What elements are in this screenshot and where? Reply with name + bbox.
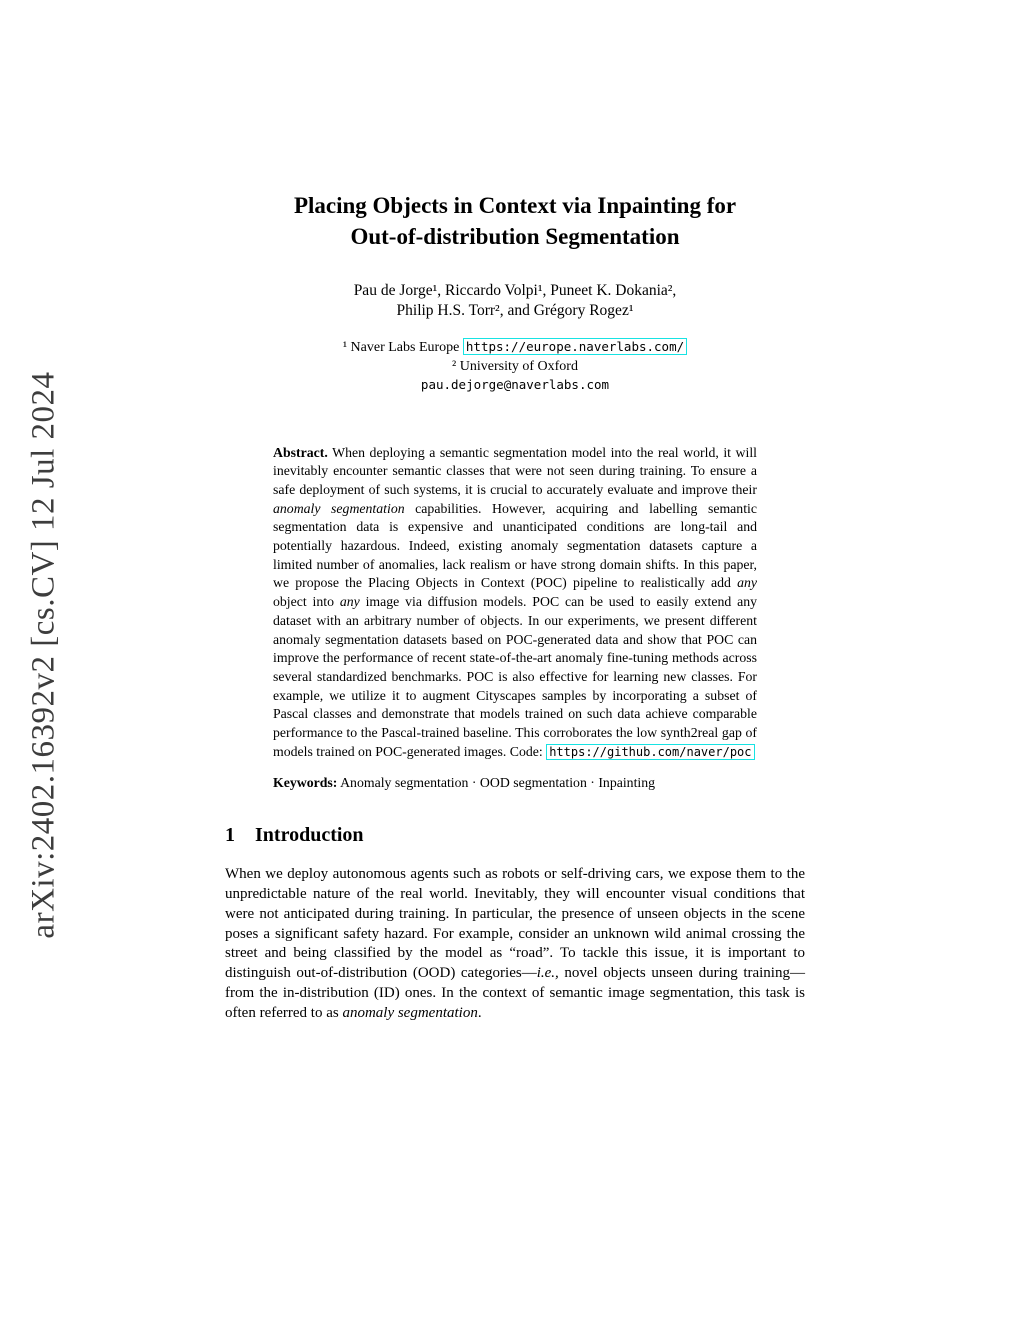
contact-email-text: pau.dejorge@naverlabs.com — [420, 377, 610, 392]
affiliation-2-text: ² University of Oxford — [452, 358, 578, 374]
affiliation-1 — [225, 338, 805, 358]
keywords-label: Keywords: — [273, 775, 338, 791]
paper-title-line1: Placing Objects in Context via Inpainting for — [293, 193, 737, 218]
affiliations — [225, 338, 805, 396]
authors-line1: Pau de Jorge¹, Riccardo Volpi¹, Puneet K. Dokania², — [353, 282, 677, 299]
affiliation-1-text: ¹ Naver Labs Europe — [342, 340, 463, 355]
abstract-italic-any-1: any — [737, 575, 757, 591]
affiliation-2 — [225, 358, 805, 377]
abstract-paragraph — [273, 444, 757, 762]
keywords-text: Anomaly segmentation · OOD segmentation · Inpainting — [337, 775, 656, 791]
section-1-heading — [225, 824, 805, 847]
intro-italic-anomaly-segmentation: anomaly segmentation — [342, 1004, 478, 1021]
authors-line2: Philip H.S. Torr², and Grégory Rogez¹ — [396, 302, 634, 319]
abstract-italic-anomaly-segmentation: anomaly segmentation — [273, 500, 405, 516]
arxiv-watermark — [26, 371, 63, 938]
paper-title-line2: Out-of-distribution Segmentation — [350, 224, 680, 249]
author-list — [225, 281, 805, 321]
contact-email — [225, 376, 805, 396]
intro-text-1: When we deploy autonomous agents such as robots or self-driving cars, we expose them to the unpredictable nature of the real world. Inevitably, they will encounter visual conditions that were not anticipated during training. In particular, the presence of unseen objects in the scene poses a significant safety hazard. For example, consider an unknown wild animal crossing the street and being classified by the model as “road”. To tackle this issue, it is important to distinguish out-of-distribution (OOD) categories— — [225, 866, 805, 982]
keywords-line — [273, 774, 757, 793]
abstract-text-3: object into — [273, 594, 340, 610]
abstract-text-4: image via diffusion models. POC can be used to easily extend any dataset with an arbitrary number of objects. In our experiments, we present different anomaly segmentation datasets based on POC-generated data and show that POC can improve the performance of recent state-of-the-art anomaly fine-tuning methods across several standardized benchmarks. POC is also effective for learning new classes. For example, we utilize it to augment Cityscapes samples by incorporating a subset of Pascal classes and demonstrate that models trained on such data achieve comparable performance to the Pascal-trained baseline. This corroborates the low synth2real gap of models trained on POC-generated images. Code: — [273, 594, 757, 759]
introduction-paragraph — [225, 865, 805, 1023]
abstract-text-2: capabilities. However, acquiring and labelling semantic segmentation data is expensive and unanticipated conditions are long-tail and potentially hazardous. Indeed, existing anomaly segmentation datasets capture a limited number of anomalies, lack realism or have strong domain shifts. In this paper, we propose the Placing Objects in Context (POC) pipeline to realistically add — [273, 500, 757, 591]
intro-text-2: novel objects unseen during training—from the in-distribution (ID) ones. In the context of semantic image segmentation, this task is often referred to as — [225, 965, 805, 1021]
paper-title — [225, 190, 805, 252]
arxiv-watermark-text: arXiv:2402.16392v2 [cs.CV] 12 Jul 2024 — [25, 371, 62, 939]
abstract-italic-any-2: any — [339, 594, 360, 610]
github-code-link[interactable]: https://github.com/naver/poc — [546, 744, 754, 760]
section-1-title: Introduction — [255, 824, 364, 847]
naverlabs-url-link[interactable]: https://europe.naverlabs.com/ — [463, 338, 687, 355]
intro-italic-ie: i.e., — [536, 965, 559, 982]
section-1-number: 1 — [225, 824, 235, 847]
abstract-label: Abstract. — [273, 444, 328, 460]
abstract-text-1: When deploying a semantic segmentation model into the real world, it will inevitably encounter semantic classes that were not seen during training. To ensure a safe deployment of such systems, it is crucial to accurately evaluate and improve their — [273, 444, 757, 497]
intro-text-3: . — [477, 1004, 482, 1021]
paper-content — [225, 0, 805, 1024]
